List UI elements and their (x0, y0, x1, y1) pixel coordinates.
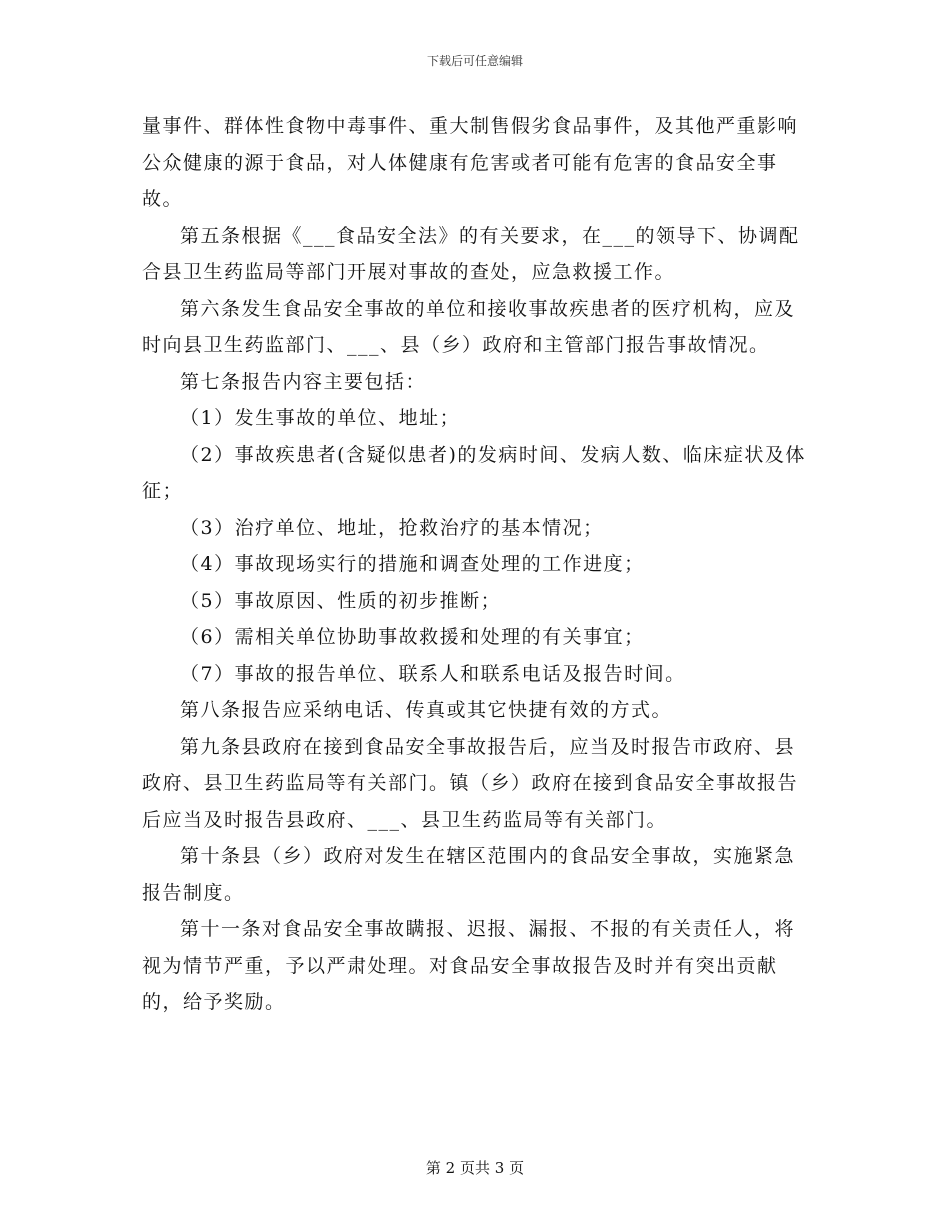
list-item-7: （7）事故的报告单位、联系人和联系电话及报告时间。 (180, 662, 686, 685)
list-item-5: （5）事故原因、性质的初步推断； (180, 589, 502, 612)
list-item-4: （4）事故现场实行的措施和调查处理的工作进度； (180, 553, 645, 575)
page-header-note: 下载后可任意编辑 (426, 54, 523, 68)
list-item-3: （3）治疗单位、地址，抢救治疗的基本情况； (180, 516, 604, 539)
article-7-paragraph: 第七条报告内容主要包括： (180, 370, 427, 393)
article-11-paragraph: 第十一条对食品安全事故瞒报、迟报、漏报、不报的有关责任人，将视为情节严重，予以严肃处理。对食品安全事故报告及时并有突出贡献的，给予奖励。 (142, 918, 796, 1013)
article-10-paragraph: 第十条县（乡）政府对发生在辖区范围内的食品安全事故，实施紧急报告制度。 (142, 845, 796, 904)
paragraph-continuation: 量事件、群体性食物中毒事件、重大制售假劣食品事件，及其他严重影响公众健康的源于食品，对人体健康有危害或者可能有危害的食品安全事故。 (142, 115, 799, 210)
list-item-6: （6）需相关单位协助事故救援和处理的有关事宜； (180, 626, 645, 648)
list-item-2: （2）事故疾患者(含疑似患者)的发病时间、发病人数、临床症状及体征； (142, 443, 806, 502)
article-9-paragraph: 第九条县政府在接到食品安全事故报告后，应当及时报告市政府、县政府、县卫生药监局等有关部门。镇（乡）政府在接到食品安全事故报告后应当及时报告县政府、___、县卫生药监局等有关部门。 (142, 735, 799, 831)
list-item-1: （1）发生事故的单位、地址； (180, 407, 461, 429)
article-8-paragraph: 第八条报告应采纳电话、传真或其它快捷有效的方式。 (180, 699, 673, 721)
document-body (142, 108, 812, 1021)
page-number: 第 2 页共 3 页 (425, 1159, 525, 1177)
article-6-paragraph: 第六条发生食品安全事故的单位和接收事故疾患者的医疗机构，应及时向县卫生药监部门、___、县（乡）政府和主管部门报告事故情况。 (142, 297, 796, 356)
article-5-paragraph: 第五条根据《___食品安全法》的有关要求，在___的领导下、协调配合县卫生药监局等部门开展对事故的查处，应急救援工作。 (142, 224, 800, 283)
